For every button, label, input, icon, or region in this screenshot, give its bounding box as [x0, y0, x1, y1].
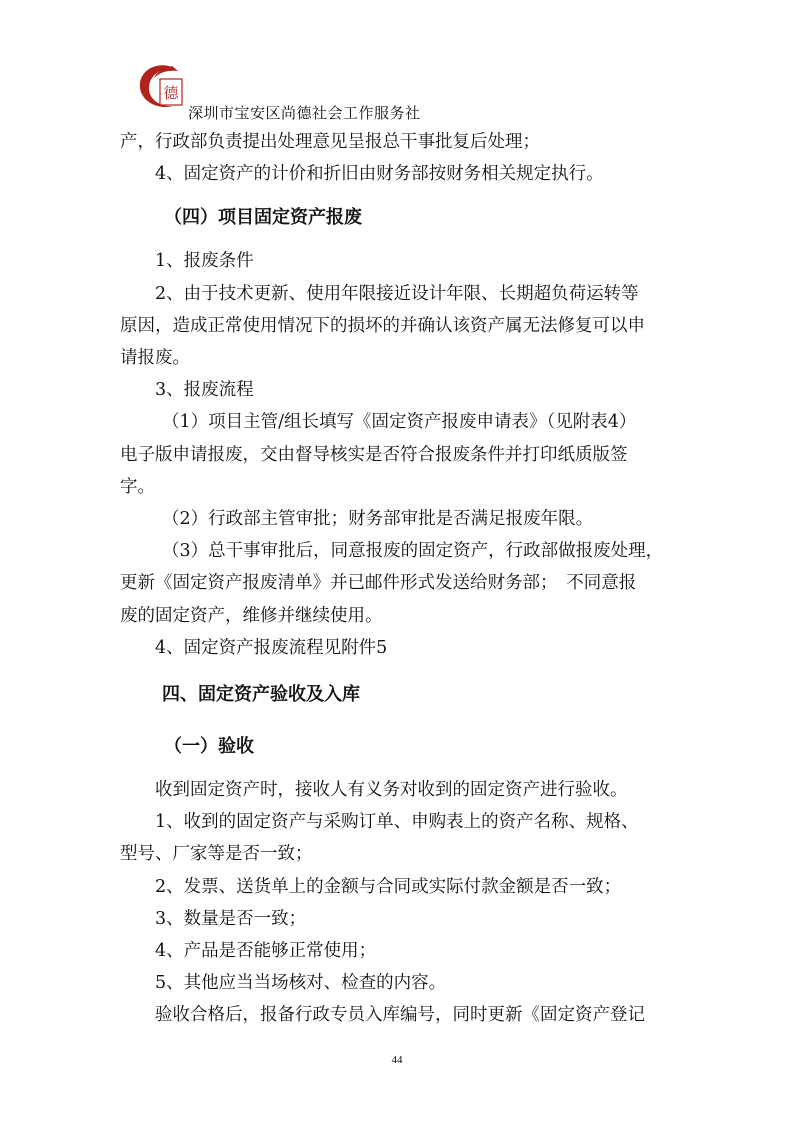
svg-text:德: 德 [163, 84, 179, 102]
paragraph-line: 2、由于技术更新、使用年限接近设计年限、长期超负荷运转等 [155, 283, 639, 304]
page-number: 44 [391, 1054, 403, 1066]
paragraph-line: 3、数量是否一致； [155, 908, 307, 929]
section-heading: （一）验收 [164, 736, 254, 758]
paragraph-line: 电子版申请报废，交由督导核实是否符合报废条件并打印纸质版签 [120, 444, 628, 465]
paragraph-line: 4、产品是否能够正常使用； [155, 941, 377, 962]
section-heading: （四）项目固定资产报废 [164, 207, 362, 229]
organization-name: 深圳市宝安区尚德社会工作服务社 [188, 104, 421, 122]
paragraph-line: 收到固定资产时，接收人有义务对收到的固定资产进行验收。 [155, 780, 628, 801]
paragraph-line: 验收合格后，报备行政专员入库编号，同时更新《固定资产登记 [155, 1005, 645, 1026]
paragraph-line: 产，行政部负责提出处理意见呈报总干事批复后处理； [120, 132, 540, 152]
paragraph-line: 5、其他应当当场核对、检查的内容。 [155, 973, 447, 994]
paragraph-line: 请报废。 [120, 348, 190, 369]
paragraph-line: 更新《固定资产报废清单》并已邮件形式发送给财务部； 不同意报 [120, 573, 637, 594]
paragraph-line: 1、报废条件 [155, 251, 254, 272]
chapter-heading: 四、固定资产验收及入库 [162, 684, 360, 706]
paragraph-line: （3）总干事审批后，同意报废的固定资产，行政部做报废处理， [162, 541, 664, 562]
paragraph-line: （2）行政部主管审批；财务部审批是否满足报废年限。 [162, 509, 594, 530]
paragraph-line: 原因，造成正常使用情况下的损坏的并确认该资产属无法修复可以申 [120, 315, 645, 336]
paragraph-line: 2、发票、送货单上的金额与合同或实际付款金额是否一致； [155, 876, 622, 897]
paragraph-line: 1、收到的固定资产与采购订单、申购表上的资产名称、规格、 [155, 812, 639, 833]
paragraph-line: 型号、厂家等是否一致； [120, 844, 313, 865]
paragraph-line: 废的固定资产，维修并继续使用。 [120, 605, 383, 626]
paragraph-line: （1）项目主管/组长填写《固定资产报废申请表》（见附表4） [162, 412, 637, 433]
document-body [120, 126, 680, 1032]
organization-logo [134, 62, 194, 112]
paragraph-line: 字。 [120, 476, 155, 497]
paragraph-line: 4、固定资产报废流程见附件5 [155, 637, 388, 658]
page-header [130, 60, 690, 124]
paragraph-line: 3、报废流程 [155, 380, 254, 401]
paragraph-line: 4、固定资产的计价和折旧由财务部按财务相关规定执行。 [155, 164, 604, 185]
